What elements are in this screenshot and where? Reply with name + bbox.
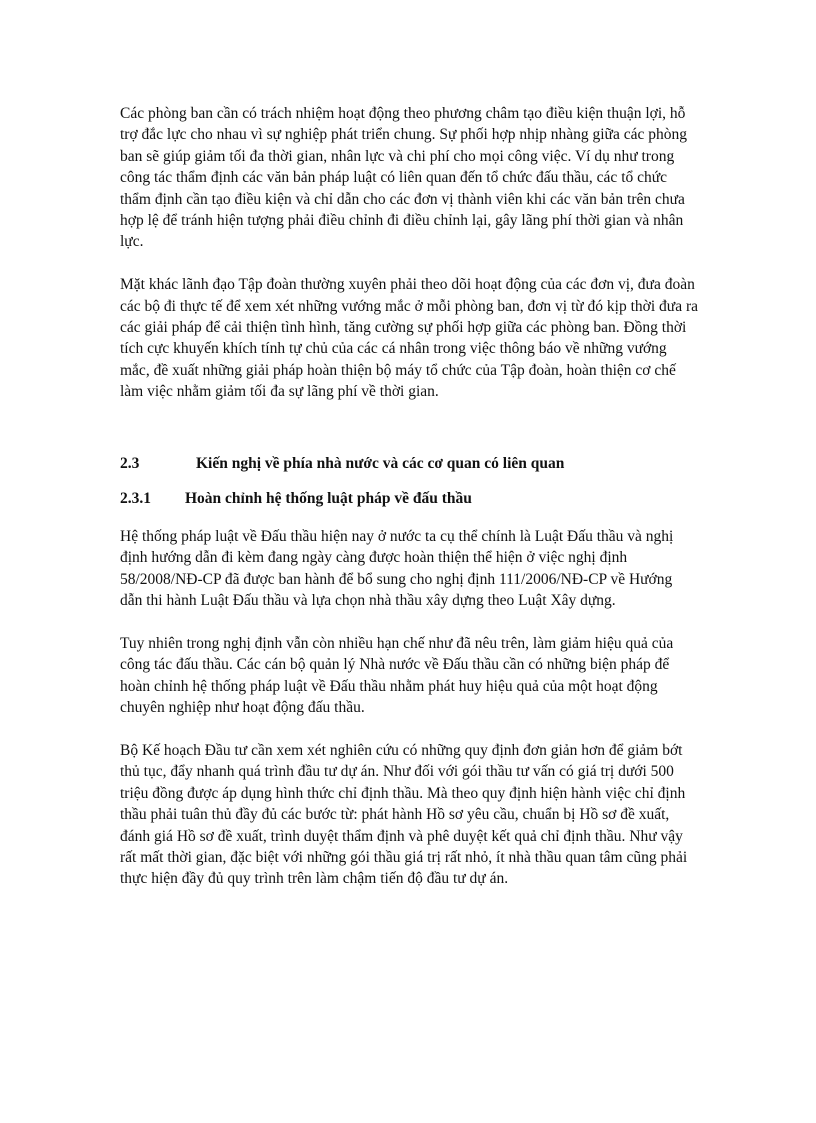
- paragraph-ministry-recommendation: Bộ Kế hoạch Đầu tư cần xem xét nghiên cứu có những quy định đơn giản hơn để giảm bớt thủ tục, đẩy nhanh quá trình đầu tư dự án. Như đối với gói thầu tư vấn có giá trị dưới 500 triệu đồng được áp dụng hình thức chỉ định thầu. Mà theo quy định hiện hành việc chỉ định thầu phải tuân thủ đầy đủ các bước từ: phát hành Hồ sơ yêu cầu, chuẩn bị Hồ sơ đề xuất, đánh giá Hồ sơ đề xuất, trình duyệt thẩm định và phê duyệt kết quả chỉ định thầu. Như vậy rất mất thời gian, đặc biệt với những gói thầu giá trị rất nhỏ, ít nhà thầu quan tâm cũng phải thực hiện đầy đủ quy trình trên làm chậm tiến độ đầu tư dự án.: [120, 741, 688, 888]
- section-heading-2-3: [120, 453, 698, 474]
- section-number: 2.3: [120, 455, 140, 473]
- section-heading-2-3-1: [120, 488, 698, 509]
- section-title: Kiến nghị về phía nhà nước và các cơ quan có liên quan: [196, 455, 565, 473]
- document-body: [120, 103, 698, 911]
- section-gap: [120, 424, 698, 453]
- subsection-number: 2.3.1: [120, 490, 151, 508]
- paragraph-legal-system: Hệ thống pháp luật về Đấu thầu hiện nay ở nước ta cụ thể chính là Luật Đấu thầu và nghị định hướng dẫn đi kèm đang ngày càng được hoàn thiện thể hiện ở việc nghị định 58/2008/NĐ-CP đã được ban hành để bổ sung cho nghị định 111/2006/NĐ-CP về Hướng dẫn thi hành Luật Đấu thầu và lựa chọn nhà thầu xây dựng theo Luật Xây dựng.: [120, 527, 674, 610]
- subsection-title: Hoàn chỉnh hệ thống luật pháp về đấu thầu: [185, 490, 472, 508]
- paragraph-departments-cooperation: Các phòng ban cần có trách nhiệm hoạt động theo phương châm tạo điều kiện thuận lợi, hỗ trợ đắc lực cho nhau vì sự nghiệp phát triển chung. Sự phối hợp nhịp nhàng giữa các phòng ban sẽ giúp giảm tối đa thời gian, nhân lực và chi phí cho mọi công việc. Ví dụ như trong công tác thẩm định các văn bản pháp luật có liên quan đến tổ chức đấu thầu, các tổ chức thẩm định cần tạo điều kiện và chỉ dẫn cho các đơn vị thành viên khi các văn bản trên chưa hợp lệ để tránh hiện tượng phải điều chỉnh đi điều chỉnh lại, gây lãng phí thời gian và nhân lực.: [120, 105, 687, 251]
- paragraph-decree-limitations: Tuy nhiên trong nghị định vẫn còn nhiều hạn chế như đã nêu trên, làm giảm hiệu quả của công tác đấu thầu. Các cán bộ quản lý Nhà nước về Đấu thầu cần có những biện pháp để hoàn chỉnh hệ thống pháp luật về Đấu thầu nhằm phát huy hiệu quả của một hoạt động chuyên nghiệp như hoạt động đấu thầu.: [120, 634, 674, 717]
- paragraph-leadership-monitoring: Mặt khác lãnh đạo Tập đoàn thường xuyên phải theo dõi hoạt động của các đơn vị, đưa đoàn các bộ đi thực tế để xem xét những vướng mắc ở mỗi phòng ban, đơn vị từ đó kịp thời đưa ra các giải pháp để cải thiện tình hình, tăng cường sự phối hợp giữa các phòng ban. Đồng thời tích cực khuyến khích tính tự chủ của các cá nhân trong việc thông báo về những vướng mắc, đề xuất những giải pháp hoàn thiện bộ máy tổ chức của Tập đoàn, hoàn thiện cơ chế làm việc nhằm giảm tối đa sự lãng phí về thời gian.: [120, 276, 698, 401]
